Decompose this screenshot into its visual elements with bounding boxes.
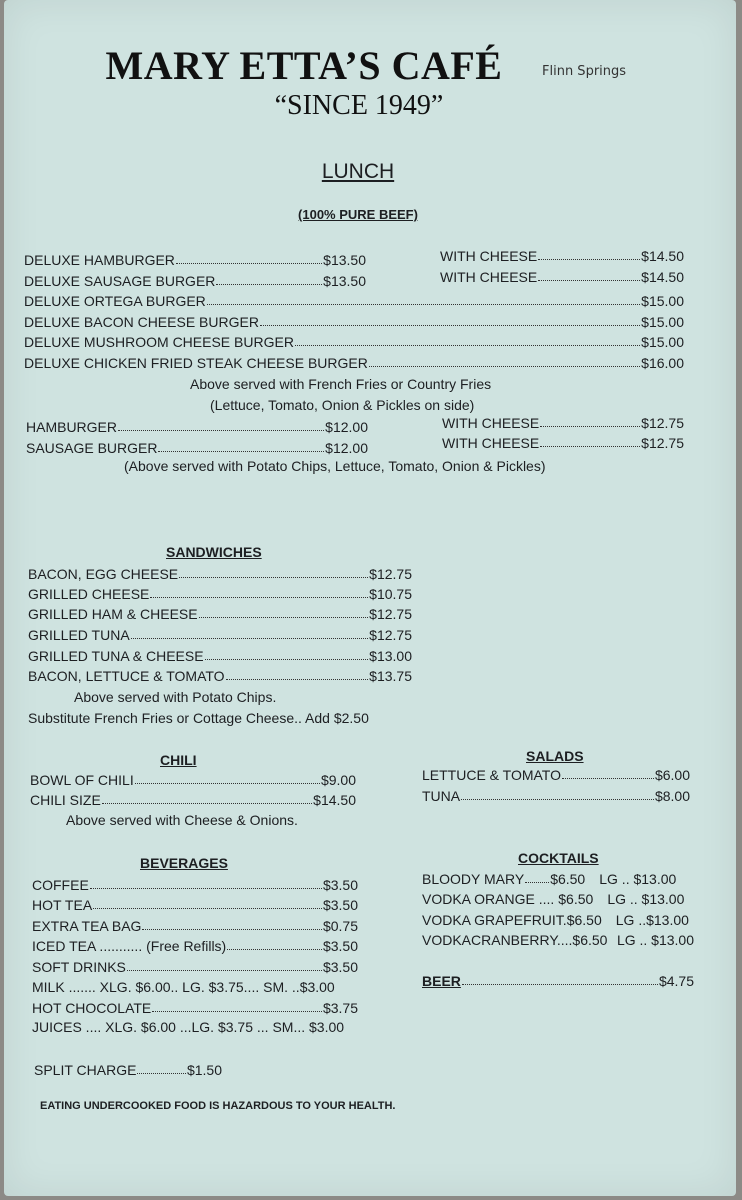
deluxe-note: (Lettuce, Tomato, Onion & Pickles on side) [210,397,475,413]
cafe-location: Flinn Springs [542,64,627,79]
sandwich-note: Above served with Potato Chips. [74,689,277,705]
split-charge: SPLIT CHARGE $1.50 [34,1062,222,1078]
menu-item-cheese: WITH CHEESE $14.50 [440,269,684,285]
menu-item: CHILI SIZE $14.50 [30,792,356,808]
menu-item: DELUXE SAUSAGE BURGER $13.50 [24,273,366,289]
menu-item: BACON, EGG CHEESE $12.75 [28,566,412,582]
menu-item: TUNA $8.00 [422,788,690,804]
chili-note: Above served with Cheese & Onions. [66,812,298,828]
deluxe-note: Above served with French Fries or Country Fries [190,376,492,392]
cafe-title: MARY ETTA’S CAFÉ [105,43,503,88]
chili-heading: CHILI [160,752,197,768]
sandwiches-heading: SANDWICHES [166,544,262,560]
cocktail-item: VODKACRANBERRY.... $6.50 LG .. $13.00 [422,932,694,948]
menu-item-cheese: WITH CHEESE $12.75 [442,415,684,431]
menu-item: HOT TEA $3.50 [32,897,358,913]
menu-item: DELUXE BACON CHEESE BURGER $15.00 [24,314,684,330]
menu-item-cheese: WITH CHEESE $12.75 [442,435,684,451]
menu-item: HOT CHOCOLATE $3.75 [32,1000,358,1016]
menu-item: SOFT DRINKS $3.50 [32,959,358,975]
menu-item: LETTUCE & TOMATO $6.00 [422,767,690,783]
health-warning: EATING UNDERCOOKED FOOD IS HAZARDOUS TO YOUR HEALTH. [40,1100,396,1112]
since-tagline: “SINCE 1949” [274,90,444,121]
cocktail-item: BLOODY MARY $6.50 LG .. $13.00 [422,871,677,887]
menu-item: GRILLED CHEESE $10.75 [28,586,412,602]
menu-item: COFFEE $3.50 [32,877,358,893]
cocktails-heading: COCKTAILS [518,850,599,866]
salads-heading: SALADS [526,748,584,764]
menu-item: SAUSAGE BURGER $12.00 [26,440,368,456]
sandwich-note: Substitute French Fries or Cottage Cheese.. Add $2.50 [28,710,369,726]
menu-item: DELUXE HAMBURGER $13.50 [24,252,366,268]
cocktail-item: VODKA GRAPEFRUIT. $6.50 LG ..$13.00 [422,912,689,928]
beer-item: BEER $4.75 [422,973,694,989]
menu-item: MILK ....... XLG. $6.00.. LG. $3.75.... SM. .. $3.00 [32,979,335,995]
lunch-heading: LUNCH [321,160,395,183]
menu-item: BOWL OF CHILI $9.00 [30,772,356,788]
cocktail-item: VODKA ORANGE .... $6.50 LG .. $13.00 [422,891,685,907]
plain-note: (Above served with Potato Chips, Lettuce, Tomato, Onion & Pickles) [124,458,546,474]
menu-item: DELUXE ORTEGA BURGER $15.00 [24,293,684,309]
menu-item: DELUXE CHICKEN FRIED STEAK CHEESE BURGER $16.00 [24,355,684,371]
menu-paper [4,0,736,1196]
menu-item: HAMBURGER $12.00 [26,419,368,435]
menu-item: GRILLED HAM & CHEESE $12.75 [28,606,412,622]
menu-item: BACON, LETTUCE & TOMATO $13.75 [28,668,412,684]
menu-item: EXTRA TEA BAG $0.75 [32,918,358,934]
menu-item-cheese: WITH CHEESE $14.50 [440,248,684,264]
beverages-heading: BEVERAGES [140,855,228,871]
menu-item: DELUXE MUSHROOM CHEESE BURGER $15.00 [24,334,684,350]
beef-note: (100% PURE BEEF) [298,207,418,222]
menu-item: JUICES .... XLG. $6.00 ...LG. $3.75 ... SM... $3.00 [32,1019,345,1035]
menu-item: GRILLED TUNA $12.75 [28,627,412,643]
menu-item: GRILLED TUNA & CHEESE $13.00 [28,648,412,664]
menu-item: ICED TEA ........... (Free Refills) $3.50 [32,938,358,954]
